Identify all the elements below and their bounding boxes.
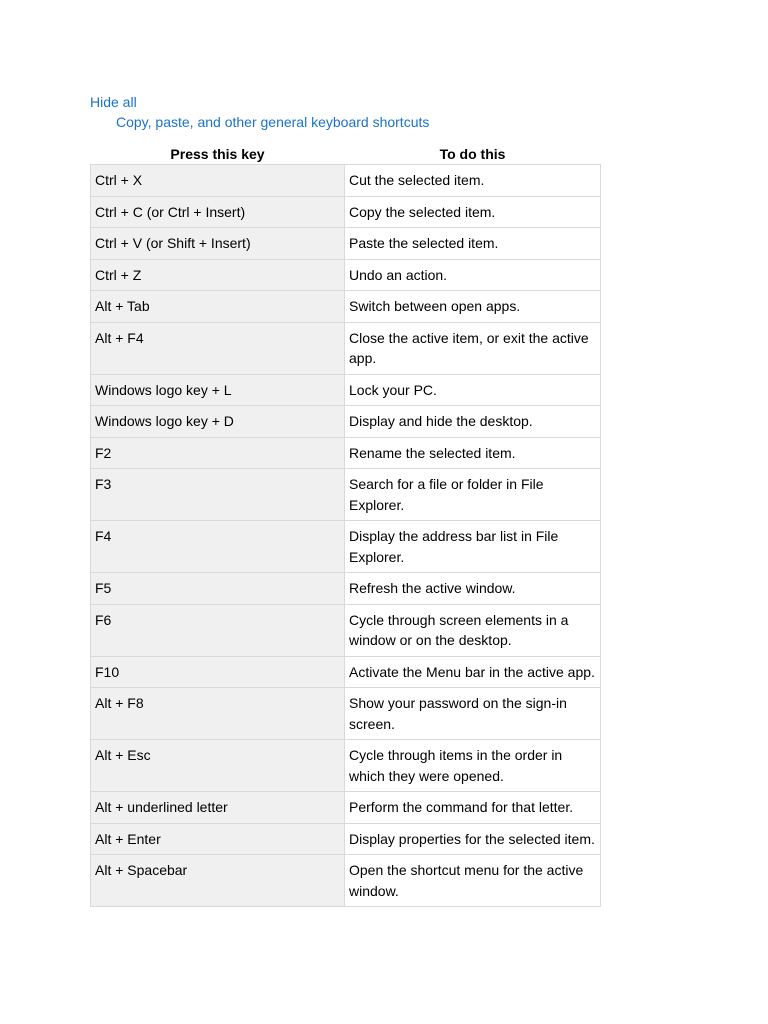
shortcut-key-cell: Alt + F8 (91, 688, 345, 740)
table-row (91, 656, 601, 688)
table-row (91, 196, 601, 228)
shortcut-key-cell: Alt + Spacebar (91, 855, 345, 907)
shortcut-action-cell: Lock your PC. (345, 374, 601, 406)
table-row (91, 165, 601, 197)
shortcut-key-cell: Ctrl + C (or Ctrl + Insert) (91, 196, 345, 228)
shortcut-action-cell: Perform the command for that letter. (345, 792, 601, 824)
table-row (91, 604, 601, 656)
column-header-action: To do this (439, 145, 506, 162)
shortcut-action-cell: Copy the selected item. (345, 196, 601, 228)
shortcut-action-cell: Switch between open apps. (345, 291, 601, 323)
column-header-key: Press this key (170, 145, 265, 162)
shortcut-key-cell: Windows logo key + L (91, 374, 345, 406)
hide-all-link[interactable]: Hide all (90, 94, 137, 110)
shortcut-key-cell: F10 (91, 656, 345, 688)
table-row (91, 688, 601, 740)
shortcut-action-cell: Cycle through screen elements in a window or on the desktop. (345, 604, 601, 656)
table-row (91, 228, 601, 260)
shortcut-key-cell: F4 (91, 521, 345, 573)
shortcut-key-cell: Windows logo key + D (91, 406, 345, 438)
shortcut-key-cell: Alt + F4 (91, 322, 345, 374)
shortcut-action-cell: Cut the selected item. (345, 165, 601, 197)
shortcut-key-cell: F6 (91, 604, 345, 656)
table-row (91, 374, 601, 406)
shortcut-key-cell: Alt + underlined letter (91, 792, 345, 824)
shortcut-action-cell: Search for a file or folder in File Explorer. (345, 469, 601, 521)
shortcut-key-cell: F5 (91, 573, 345, 605)
table-row (91, 469, 601, 521)
shortcut-action-cell: Display and hide the desktop. (345, 406, 601, 438)
shortcut-key-cell: F3 (91, 469, 345, 521)
table-row (91, 573, 601, 605)
shortcut-key-cell: Ctrl + Z (91, 259, 345, 291)
shortcut-action-cell: Close the active item, or exit the active app. (345, 322, 601, 374)
table-row (91, 855, 601, 907)
section-toggle-link[interactable]: Copy, paste, and other general keyboard shortcuts (116, 114, 430, 130)
shortcuts-table (90, 143, 601, 907)
table-header-row (91, 143, 601, 165)
shortcut-action-cell: Undo an action. (345, 259, 601, 291)
shortcut-action-cell: Refresh the active window. (345, 573, 601, 605)
table-row (91, 259, 601, 291)
shortcut-action-cell: Paste the selected item. (345, 228, 601, 260)
shortcut-action-cell: Display properties for the selected item. (345, 823, 601, 855)
table-row (91, 322, 601, 374)
shortcut-action-cell: Activate the Menu bar in the active app. (345, 656, 601, 688)
shortcut-action-cell: Cycle through items in the order in which they were opened. (345, 740, 601, 792)
table-row (91, 437, 601, 469)
table-row (91, 792, 601, 824)
table-body (91, 165, 601, 907)
table-row (91, 291, 601, 323)
shortcut-key-cell: F2 (91, 437, 345, 469)
table-row (91, 740, 601, 792)
table-row (91, 823, 601, 855)
shortcut-key-cell: Ctrl + X (91, 165, 345, 197)
shortcut-action-cell: Show your password on the sign-in screen. (345, 688, 601, 740)
shortcut-action-cell: Rename the selected item. (345, 437, 601, 469)
shortcut-action-cell: Display the address bar list in File Explorer. (345, 521, 601, 573)
shortcut-key-cell: Alt + Esc (91, 740, 345, 792)
shortcut-key-cell: Alt + Tab (91, 291, 345, 323)
table-row (91, 406, 601, 438)
table-row (91, 521, 601, 573)
shortcut-action-cell: Open the shortcut menu for the active window. (345, 855, 601, 907)
shortcut-key-cell: Alt + Enter (91, 823, 345, 855)
shortcut-key-cell: Ctrl + V (or Shift + Insert) (91, 228, 345, 260)
